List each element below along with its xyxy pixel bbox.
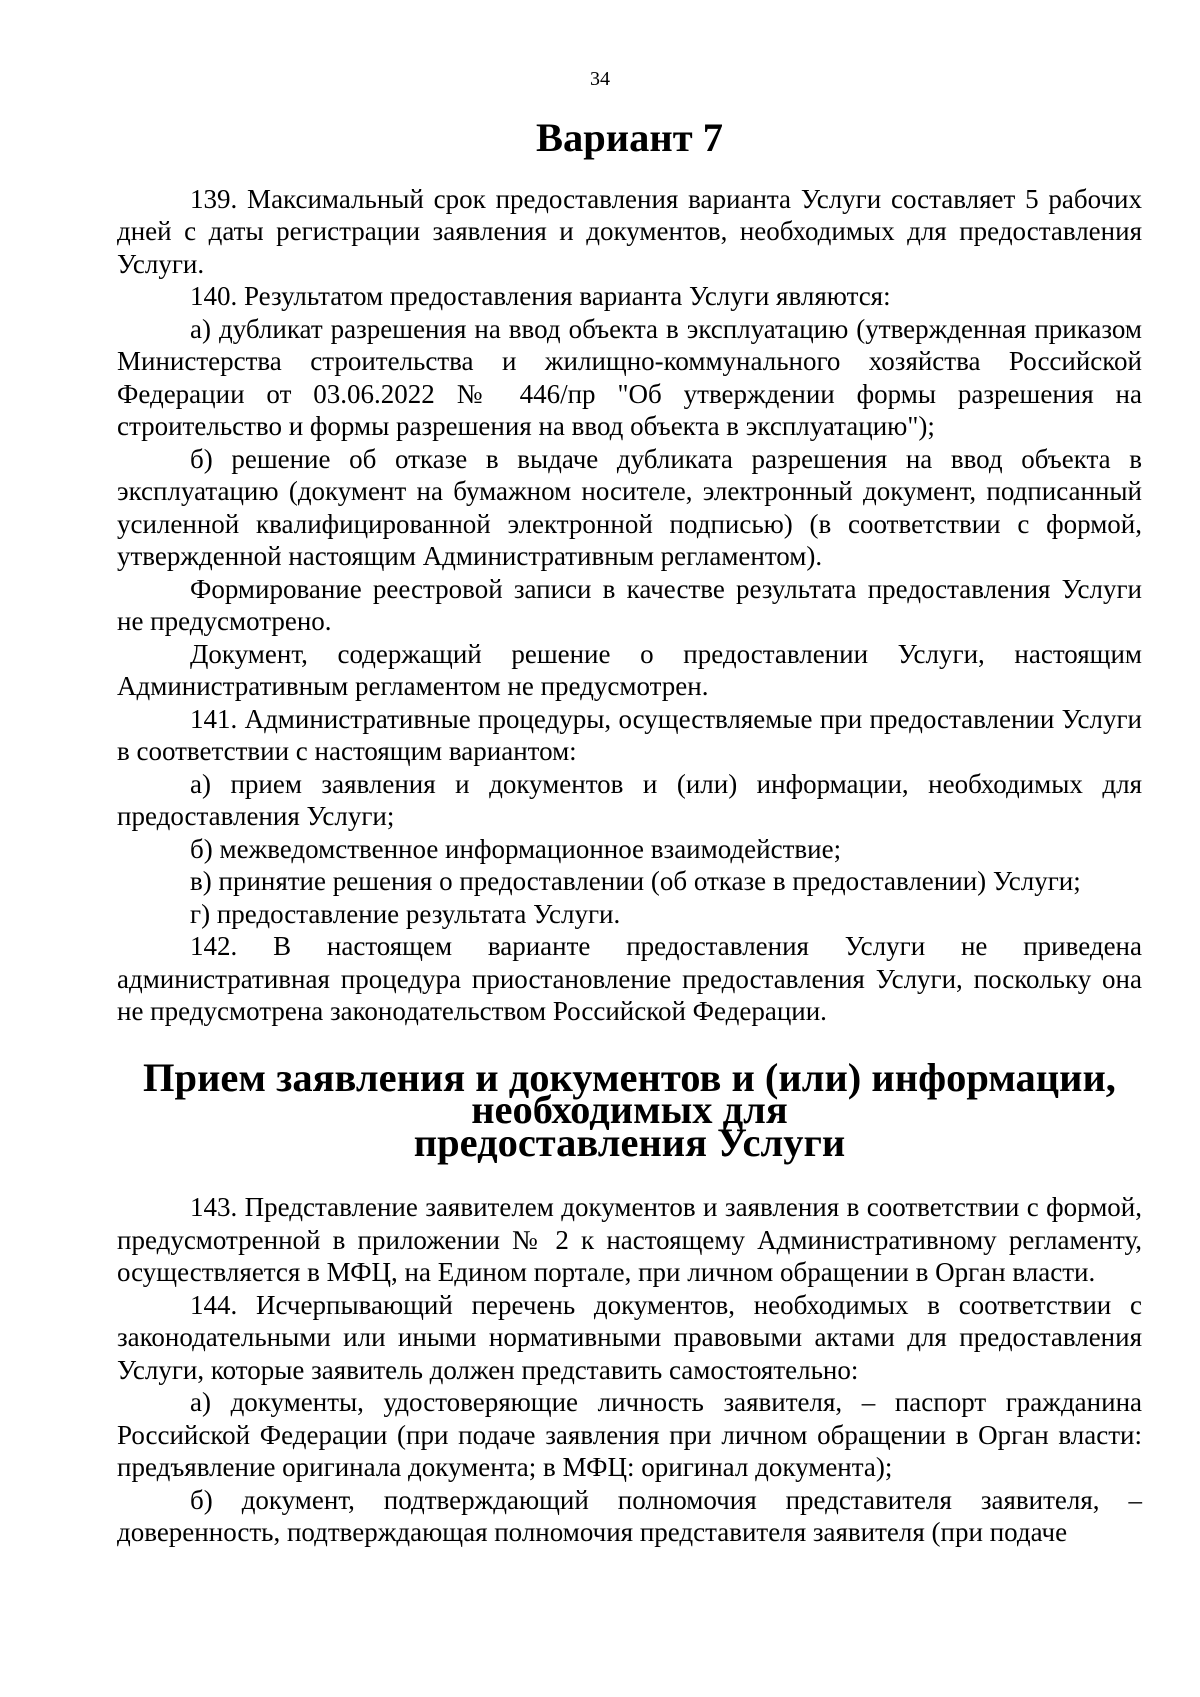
paragraph-registry-note: Формирование реестровой записи в качестве результата предоставления Услуги не предусмотрено. — [117, 573, 1142, 636]
page-number: 34 — [590, 68, 610, 90]
paragraph-141-g: г) предоставление результата Услуги. — [190, 898, 621, 929]
paragraph-140-a: а) дубликат разрешения на ввод объекта в эксплуатацию (утвержденная приказом Министерства строительства и жилищно-коммунального хозяйства Российской Федерации от 03.06.2022 № 446/пр "Об утверждении формы разрешения на строительство и формы разрешения на ввод объекта в эксплуатацию"); — [117, 313, 1142, 441]
document-body — [117, 115, 1142, 1549]
paragraph-139: 139. Максимальный срок предоставления варианта Услуги составляет 5 рабочих дней с даты регистрации заявления и документов, необходимых для предоставления Услуги. — [117, 183, 1142, 279]
paragraph-decision-note: Документ, содержащий решение о предоставлении Услуги, настоящим Административным регламентом не предусмотрен. — [117, 638, 1142, 701]
paragraph-141-v: в) принятие решения о предоставлении (об отказе в предоставлении) Услуги; — [190, 866, 1081, 896]
variant-heading: Вариант 7 — [536, 115, 723, 160]
paragraph-143: 143. Представление заявителем документов и заявления в соответствии с формой, предусмотренной в приложении № 2 к настоящему Административному регламенту, осуществляется в МФЦ, на Едином портале, при личном обращении в Орган власти. — [117, 1192, 1142, 1287]
paragraph-144-b: б) документ, подтверждающий полномочия представителя заявителя, – доверенность, подтверждающая полномочия представителя заявителя (при подаче — [117, 1484, 1142, 1547]
paragraph-144-a: а) документы, удостоверяющие личность заявителя, – паспорт гражданина Российской Федерации (при подаче заявления при личном обращении в Орган власти: предъявление оригинала документа; в МФЦ: оригинал документа); — [117, 1387, 1142, 1482]
section-heading-line-2: предоставления Услуги — [413, 1119, 846, 1165]
section-heading — [117, 1054, 1142, 1165]
paragraph-group-2 — [117, 1191, 1142, 1549]
paragraph-144: 144. Исчерпывающий перечень документов, необходимых в соответствии с законодательными или иными нормативными правовыми актами для предоставления Услуги, которые заявитель должен представить самостоятельно: — [117, 1289, 1142, 1385]
paragraph-140: 140. Результатом предоставления варианта Услуги являются: — [190, 281, 891, 311]
section-heading-line-1: Прием заявления и документов и (или) информации, необходимых для — [143, 1054, 1116, 1132]
paragraph-141-b: б) межведомственное информационное взаимодействие; — [190, 833, 842, 864]
paragraph-141: 141. Административные процедуры, осуществляемые при предоставлении Услуги в соответствии с настоящим вариантом: — [117, 703, 1142, 766]
paragraph-142: 142. В настоящем варианте предоставления Услуги не приведена административная процедура приостановление предоставления Услуги, поскольку она не предусмотрена законодательством Российской Федерации. — [117, 931, 1142, 1026]
paragraph-group-1 — [117, 183, 1142, 1028]
paragraph-140-b: б) решение об отказе в выдаче дубликата разрешения на ввод объекта в эксплуатацию (документ на бумажном носителе, электронный документ, подписанный усиленной квалифицированной электронной подписью) (в соответствии с формой, утвержденной настоящим Административным регламентом). — [117, 443, 1142, 571]
paragraph-141-a: а) прием заявления и документов и (или) информации, необходимых для предоставления Услуги; — [117, 768, 1142, 831]
